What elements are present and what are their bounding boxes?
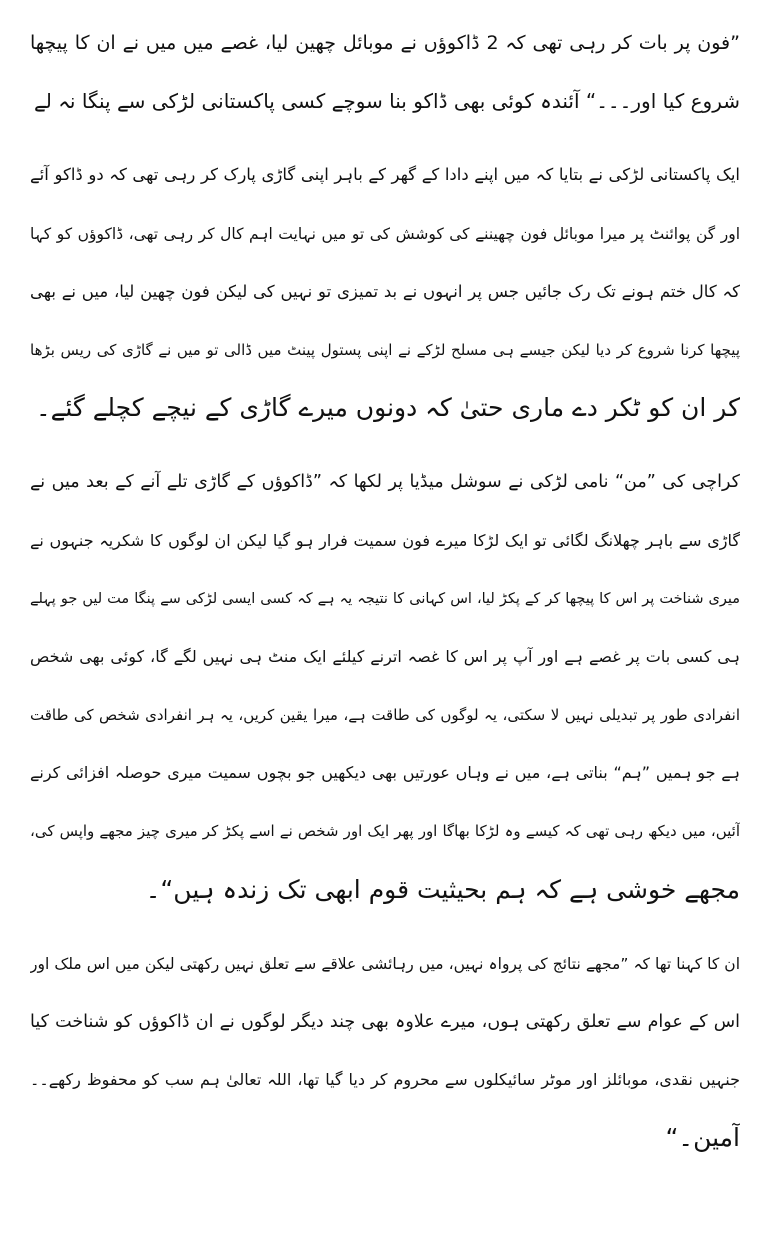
text-line: مجھے خوشی ہے کہ ہم بحیثیت قوم ابھی تک زندہ ہیں“۔ (145, 874, 740, 904)
text-line: شروع کیا اور۔۔۔“ آئندہ کوئی بھی ڈاکو بنا سوچے کسی پاکستانی لڑکی سے پنگا نہ لے (34, 89, 740, 114)
text-line: ایک پاکستانی لڑکی نے بتایا کہ میں اپنے دادا کے گھر کے باہر اپنی گاڑی پارک کر رہی تھی کہ دو ڈاکو آئے (30, 165, 740, 185)
text-line: پیچھا کرنا شروع کر دیا لیکن جیسے ہی مسلح لڑکے نے اپنی پستول پینٹ میں ڈالی تو میں نے گاڑی کی ریس بڑھا (30, 340, 740, 359)
paragraph-spacer (30, 130, 740, 146)
paragraph-3 (30, 453, 740, 919)
text-line: جنہیں نقدی، موبائلز اور موٹر سائیکلوں سے محروم کر دیا گیا تھا، اللہ تعالیٰ ہم سب کو محفوظ رکھے۔۔ (30, 1070, 740, 1090)
paragraph-2 (30, 146, 740, 437)
text-line: کہ کال ختم ہونے تک رک جائیں جس پر انہوں نے بد تمیزی تو نہیں کی لیکن فون چھین لیا، میں نے بھی (30, 281, 740, 301)
paragraph-spacer (30, 437, 740, 453)
text-line: آئیں، میں دیکھ رہی تھی کہ کیسے وہ لڑکا بھاگا اور پھر ایک اور شخص نے اسے پکڑ کر میری چیز مجھے واپس کی، (30, 822, 740, 841)
paragraph-spacer (30, 919, 740, 935)
text-line: ہی کسی بات پر غصے ہے اور آپ پر اس کا غصہ اترنے کیلئے ایک منٹ ہی نہیں لگے گا، کوئی بھی شخص (30, 646, 740, 666)
text-line: گاڑی سے باہر چھلانگ لگائی تو ایک لڑکا میرے فون سمیت فرار ہو گیا لیکن ان لوگوں کا شکریہ جنہوں نے (30, 530, 740, 550)
text-line: کراچی کی ”من“ نامی لڑکی نے سوشل میڈیا پر لکھا کہ ”ڈاکوؤں کے گاڑی تلے آنے کے بعد میں نے (30, 472, 740, 493)
text-line: اور گن پوائنٹ پر میرا موبائل فون چھیننے کی کوشش کی تو میں نہایت اہم کال کر رہی تھی، ڈاکوؤں کو کہا (30, 224, 740, 243)
text-line: ہے جو ہمیں ”ہم“ بناتی ہے، میں نے وہاں عورتیں بھی دیکھیں جو بچوں سمیت میری حوصلہ افزائی کرنے (30, 763, 740, 783)
text-line: اس کے عوام سے تعلق رکھتی ہوں، میرے علاوہ بھی چند دیگر لوگوں نے ان ڈاکوؤں کو شناخت کیا (30, 1012, 740, 1032)
text-line: ان کا کہنا تھا کہ ”مجھے نتائج کی پرواہ نہیں، میں رہائشی علاقے سے تعلق نہیں رکھتی لیکن میں اس ملک اور (30, 954, 740, 973)
paragraph-4 (30, 935, 740, 1168)
text-line: کر ان کو ٹکر دے ماری حتیٰ کہ دونوں میرے گاڑی کے نیچے کچلے گئے۔ (36, 393, 740, 423)
text-line: ”فون پر بات کر رہی تھی کہ 2 ڈاکوؤں نے موبائل چھین لیا، غصے میں میں نے ان کا پیچھا (30, 32, 740, 54)
text-line: میری شناخت پر اس کا پیچھا کر کے پکڑ لیا، اس کہانی کا نتیجہ یہ ہے کہ کسی ایسی لڑکی سے پنگا مت لیں جو پہلے (30, 590, 740, 607)
paragraph-1 (30, 14, 740, 130)
text-line: آمین۔“ (665, 1123, 740, 1153)
article-body (30, 14, 740, 1168)
text-line: انفرادی طور پر تبدیلی نہیں لا سکتی، یہ لوگوں کی طاقت ہے، میرا یقین کریں، یہ ہر انفرادی شخص کی طاقت (30, 706, 740, 725)
